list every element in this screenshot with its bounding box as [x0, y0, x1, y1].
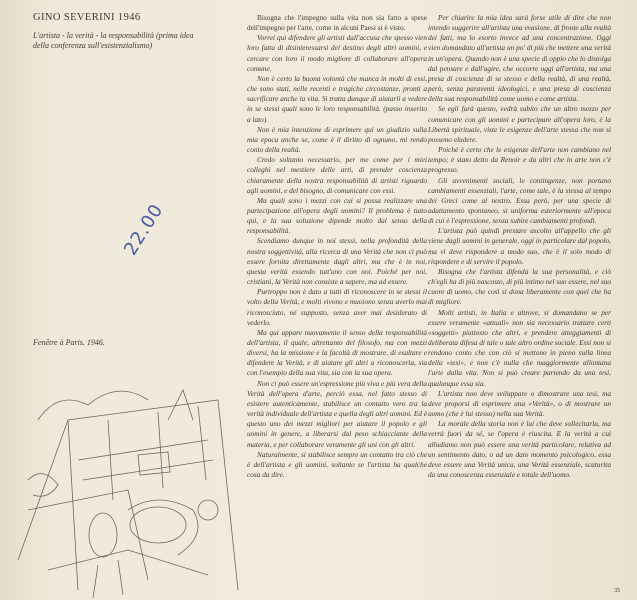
article-title: GINO SEVERINI 1946 [33, 12, 141, 23]
paragraph: Se egli farà questo, vedrà subito che un altro mezzo per comunicare con gli uomini e partecipare all'opera loro, è la Libertà spirituale, viste le esigenze dell'arte stessa che non si possono eludere. [428, 104, 611, 144]
paragraph: Scendiamo dunque in noi stessi, nella profondità della nostra soggettività, alla ricerca di una Verità che non ci può essere fornita direttamente dagli altri, ma che è in noi, questa verità essendo tutt'uno con noi. Poiché per noi, cristiani, la Verità non consiste a sapere, ma ad essere. [247, 236, 427, 287]
paragraph: Vorrei qui difendere gli artisti dall'accusa che spesso vien loro fatta di disinteressarsi del destino degli altri uomini, e cercare con loro il modo migliore di collaborare all'opera comune. [247, 33, 427, 73]
paragraph: Gli avvenimenti sociali, le contingenze, non portano cambiamenti essenziali, l'arte, come tale, è la stessa al tempo dei Greci come al nostro. Essa però, per una specie di adattamento spontaneo, si uniforma esteriormente all'epoca di cui è l'espressione, senza subire cambiamenti profondi. [428, 175, 611, 226]
handwritten-price: 22.00 [120, 200, 168, 260]
paragraph: L'artista non deve sviluppare o dimostrare una tesi, ma deve proporsi di esprimere una «Verità», o di mostrare un uomo (che è lui stesso) nella sua Verità. [428, 388, 611, 419]
window-sketch-illustration [8, 360, 248, 600]
paragraph: Per chiarire la mia idea sarà forse utile di dire che non intendo suggerire all'artista una evasione, di fronte alla realtà dei fatti, ma lo esorto invece ad una concentrazione. Oggi vien domandato all'artista un po' di più che mettere una verità in un'opera. Quando non è una specie di oppio che lo distolga dal pensare e dall'agire, che occorre oggi all'artista, ma una presa di coscienza di se stesso e della realtà, di una realtà, però, senza paraventi ideologici, e una presa di coscienza della sua responsabilità come uomo e come artista. [428, 13, 611, 104]
paragraph: Bisogna che l'impegno sulla vita non sia fatto a spese dell'impegno per l'arte, come in alcuni Paesi si è visto. [247, 13, 427, 33]
page-number: 35 [614, 588, 620, 594]
paragraph: Bisogna che l'artista difenda la sua personalità, e ciò ch'egli ha di più nascosto, di più intimo nel suo essere, nel suo cuore di uomo, che così si dona liberamente con quel che ha di migliore. [428, 266, 611, 307]
paragraph: Molti artisti, in Italia e altrove, si domandano se per essere veramente «attuali» non sia necessario trattare certi «soggetti» piuttosto che altri, e prendere atteggiamenti di deliberata difesa di tale o tale altro ordine sociale. Essi non si rendono conto che con ciò si mettono in pieno sulla linea della «tesi», e non c'è nulla che maggiormente allontana l'arte dalla vita. Non si può creare partendo da una tesi, qualunque essa sia. [428, 307, 611, 388]
paragraph: Credo soltanto necessario, per me come per i miei colleghi nel mestiere delle arti, di prender coscienza chiaramente della nostra responsabilità di artisti riguardo agli uomini, e del bisogno, di comunicare con essi. [247, 155, 427, 195]
text-column-middle [247, 13, 427, 480]
article-subtitle: L'artista - la verità - la responsabilità (prima idea della conferenza sull'esistenzialismo) [33, 31, 194, 50]
paragraph: Poiché è certo che le esigenze dell'arte non cambiano nel tempo; è stato detto da Renoir e da altri che in arte non c'è progresso. [428, 145, 611, 175]
paragraph: La morale della storia non è lui che deve sollecitarla, ma verrà fuori da sé, se l'opera è riuscita. E la verità a cui alludiamo non può essere una verità particolare, relativa ad un sentimento dato, o ad un dato momento psicologico, essa deve essere una Verità unica, una Verità essenziale, scaturita da una conoscenza essenziale e totale dell'uomo. [428, 419, 611, 480]
paragraph: Non è mia intenzione di esprimere qui un giudizio sulla mia epoca anche se, come è il diritto di ognuno, mi rendo conto della realtà. [247, 124, 427, 155]
paragraph: Purtroppo non è dato a tutti di riconoscere in se stessi il volto della Verità, e molti vivono e muoiono senza averlo mai riconosciuto, né supposto, senza aver mai desiderato di vederlo. [247, 287, 427, 327]
paragraph: Naturalmente, si stabilisce sempre un contatto tra ciò che è dell'artista e gli uomini, soltanto se l'artista ha qualche cosa da dire. [247, 449, 427, 480]
paragraph: L'artista può quindi prestare ascolto all'appello che gli viene dagli uomini in generale, oggi in particolare dal popolo, ma vi deve rispondere a modo suo, che è il solo modo di rispondere e di servire il popolo. [428, 226, 611, 266]
paragraph: Non è certo la buona volontà che manca in molti di essi, che sono stati, nelle recenti e tragiche circostanze, pronti a sacrificare anche la vita. Si tratta dunque di aiutarli a vedere in se stessi quali sono le loro responsabilità. (passo inserito a lato). [247, 73, 427, 124]
paragraph: Ma qui appare nuovamente il senso della responsabilità dell'artista, il quale, altrettanto del filosofo, ma con mezzi diversi, ha la missione e la facoltà di mostrare, di esaltare e difendere la Verità, e di aiutare gli altri a riconoscerla, sia con l'esempio della sua vita, sia con la sua opera. [247, 327, 427, 378]
paragraph: Non ci può essere un'espressione più viva e più vera della Verità dell'opera d'arte, perciò essa, nel fatto stesso di esistere autenticamente, stabilisce un contatto vero tra la verità individuale dell'artista e quella degli altri uomini. Ed è questo uno dei mezzi migliori per aiutare il popolo e gli uomini in genere, a liberarsi dal peso schiacciante della materia, e per collaborare veramente gli uni con gli altri. [247, 378, 427, 449]
text-column-right [428, 13, 611, 480]
illustration-caption: Fenêtre à Paris. 1946. [33, 338, 105, 347]
paragraph: Ma quali sono i mezzi con cui si possa realizzare una partecipazione all'opera degli uomini? Il problema è tutto qui, e la sua soluzione dipende molto dal senso della responsabilità. [247, 195, 427, 236]
